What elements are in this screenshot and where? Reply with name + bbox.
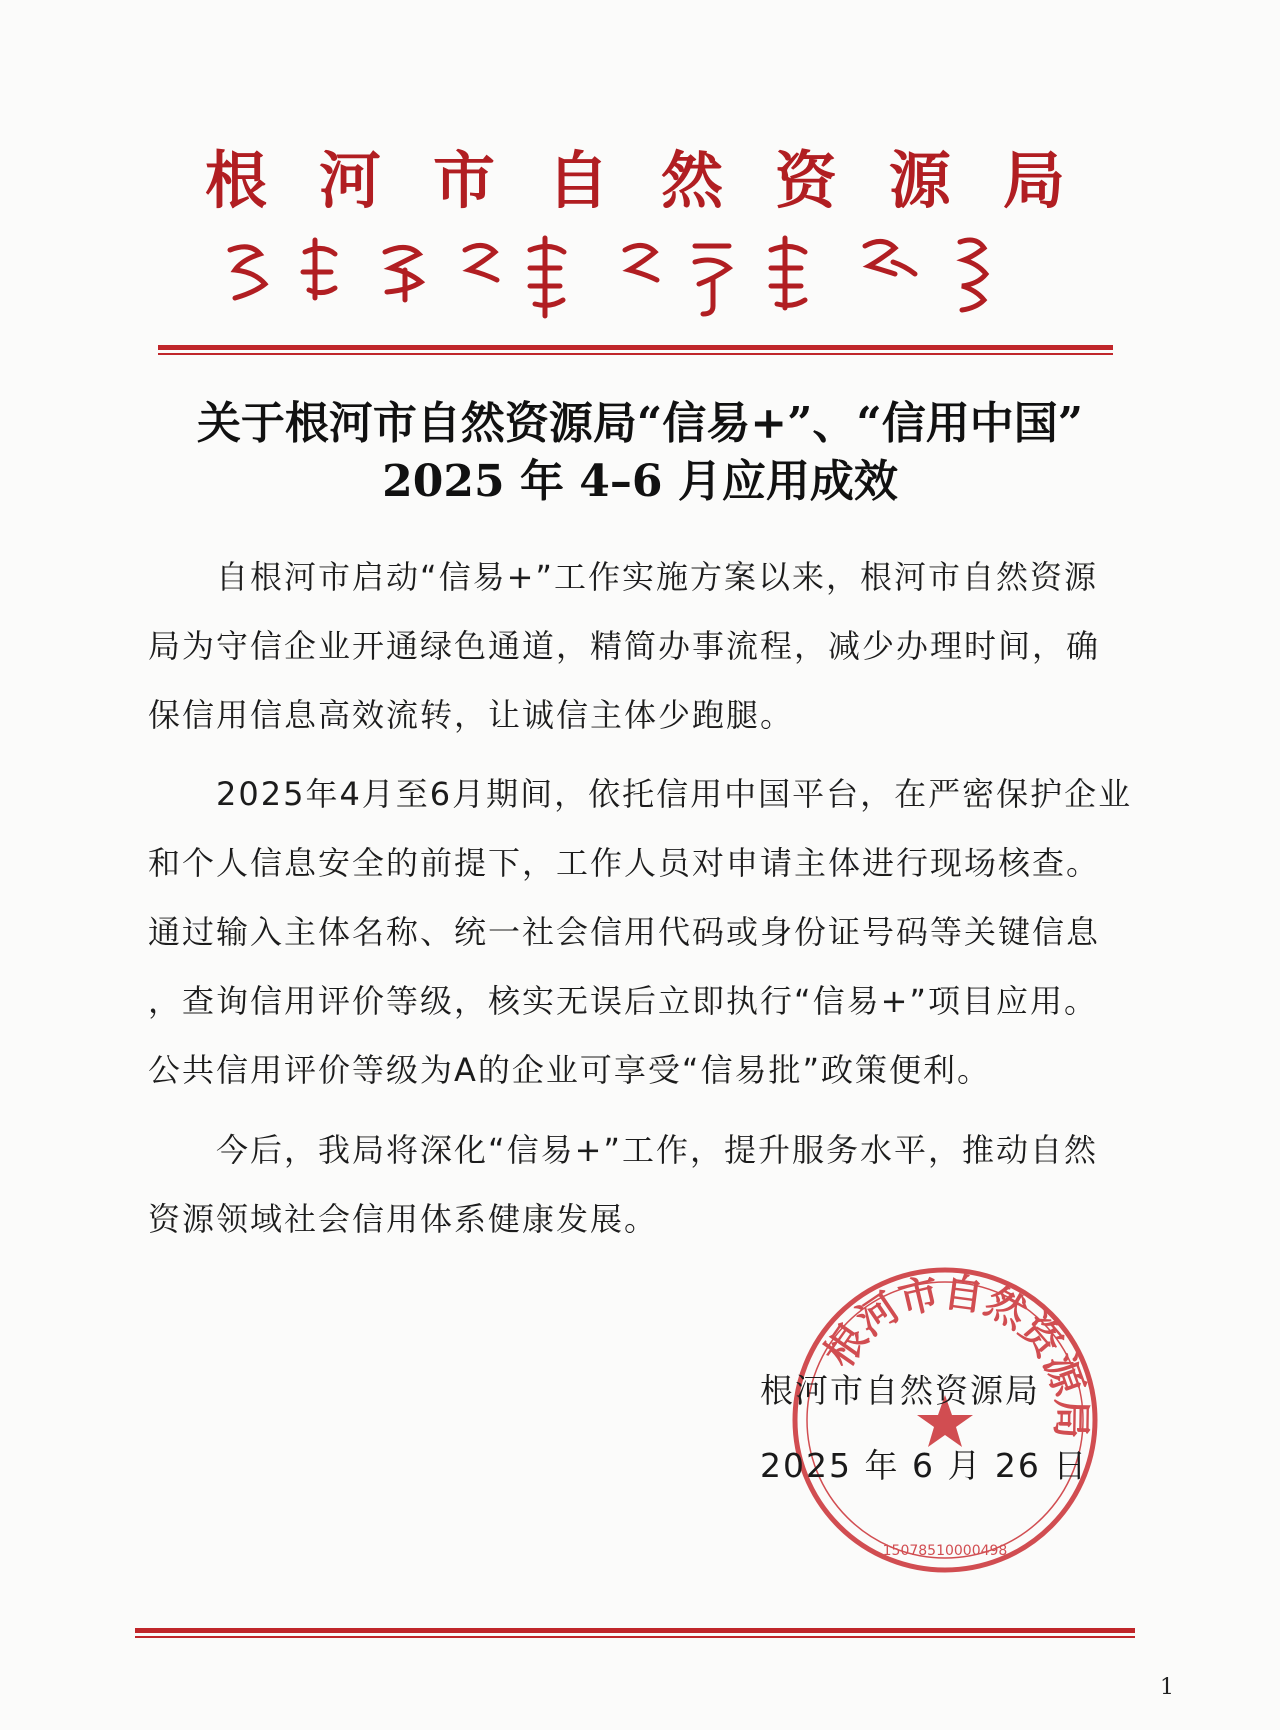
document-title-line-1: 关于根河市自然资源局“信易+”、“信用中国” — [196, 398, 1084, 449]
text-line: 资源领域社会信用体系健康发展。 — [148, 1200, 659, 1238]
signature-organization: 根河市自然资源局 — [760, 1371, 1040, 1410]
body-paragraph-3 — [148, 1116, 1148, 1254]
footer-rule-thin — [135, 1636, 1135, 1638]
official-seal — [780, 1255, 1110, 1585]
text-line: 局为守信企业开通绿色通道，精简办事流程，减少办理时间，确 — [148, 627, 1101, 665]
text-line: ，查询信用评价等级，核实无误后立即执行“信易+”项目应用。 — [148, 982, 1098, 1020]
text-line: 2025年4月至6月期间，依托信用中国平台，在严密保护企业 — [148, 775, 1133, 813]
text-line: 通过输入主体名称、统一社会信用代码或身份证号码等关键信息 — [148, 913, 1101, 951]
mongolian-script-graphic — [225, 232, 1035, 322]
seal-code: 15078510000498 — [882, 1543, 1008, 1559]
letterhead-char: 自 — [546, 144, 609, 217]
letterhead-char: 局 — [1002, 144, 1065, 217]
text-line: 和个人信息安全的前提下，工作人员对申请主体进行现场核查。 — [148, 844, 1101, 882]
page-number: 1 — [1160, 1675, 1174, 1700]
letterhead-char: 根 — [205, 144, 268, 217]
letterhead-char: 市 — [432, 144, 495, 217]
text-line: 保信用信息高效流转，让诚信主体少跑腿。 — [148, 696, 795, 734]
text-line: 自根河市启动“信易+”工作实施方案以来，根河市自然资源 — [148, 558, 1098, 596]
letterhead-char: 资 — [774, 144, 837, 217]
svg-text:根河市自然资源局 — [816, 1268, 1095, 1439]
footer-rule-thick — [135, 1628, 1135, 1633]
signature-date: 2025 年 6 月 26 日 — [760, 1446, 1089, 1485]
body-paragraph-1 — [148, 543, 1148, 750]
letterhead-title — [205, 144, 1065, 217]
letterhead-char: 源 — [888, 144, 951, 217]
seal-text: 根河市自然资源局 — [815, 1268, 1095, 1440]
text-line: 今后，我局将深化“信易+”工作，提升服务水平，推动自然 — [148, 1131, 1098, 1169]
letterhead-char: 然 — [660, 144, 723, 217]
document-title-line-2: 2025 年 4–6 月应用成效 — [382, 456, 898, 507]
body-paragraph-2 — [148, 760, 1148, 1105]
letterhead-rule-thick — [158, 345, 1113, 350]
letterhead-char: 河 — [318, 144, 381, 217]
letterhead-rule-thin — [158, 353, 1113, 355]
text-line: 公共信用评价等级为A的企业可享受“信易批”政策便利。 — [148, 1051, 992, 1089]
